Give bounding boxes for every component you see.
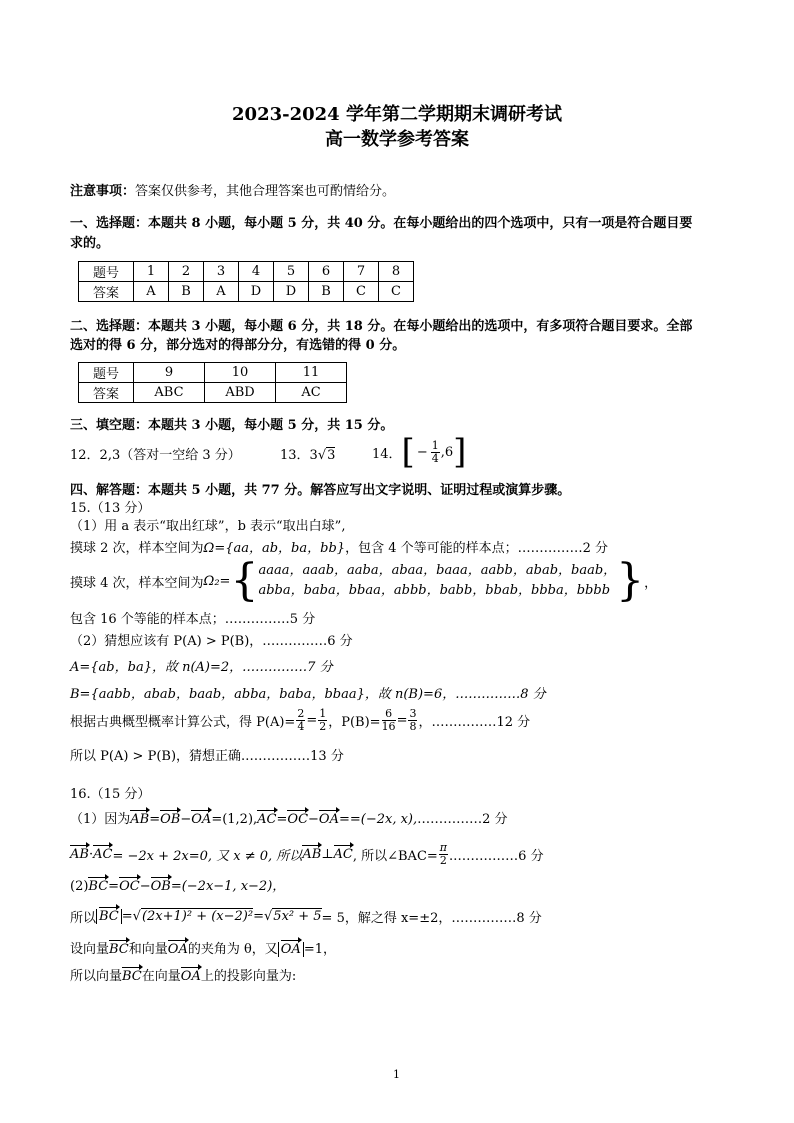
right-brace: }	[616, 555, 645, 606]
q14-rest: ,6	[440, 444, 454, 460]
answer-cell: ABC	[134, 383, 205, 403]
p15-line8: 根据古典概型概率计算公式，得 P(A)= $\frac{2}{4}$ = $\frac{1}{2}$ ，P(B)= $\frac{6}{16}$ = $\frac{3}{8}$ ，……………12 分	[70, 706, 531, 733]
q14-fraction: $\frac{1}{4}$	[431, 438, 439, 465]
answer-cell: C	[379, 282, 414, 302]
section1-heading-cont: 求的。	[70, 236, 110, 251]
page-title: 2023-2024 学年第二学期期末调研考试	[232, 104, 562, 125]
row-label-question: 题号	[79, 363, 134, 383]
answer-cell: ABD	[205, 383, 276, 403]
p16-line3: (2)BC=OC−OB=(−2x−1, x−2)，	[70, 879, 286, 894]
section2-heading: 二、选择题：本题共 3 小题，每小题 6 分，共 18 分。在每小题给出的选项中，有多项符合题目要求。全部	[70, 319, 693, 334]
page-number: 1	[393, 1068, 400, 1081]
question-number: 3	[204, 262, 239, 282]
row-label-question: 题号	[79, 262, 134, 282]
notice	[70, 180, 395, 199]
section3-heading: 三、填空题：本题共 3 小题，每小题 5 分，共 15 分。	[70, 418, 394, 433]
q13-label: 13．	[280, 448, 310, 463]
section4-heading: 四、解答题：本题共 5 小题，共 77 分。解答应写出文字说明、证明过程或演算步骤。	[70, 483, 571, 498]
notice-label: 注意事项：	[70, 184, 136, 199]
answer-q14: 14． [ − $\frac{1}{4}$ ,6 ]	[372, 432, 467, 472]
p15-line4: 包含 16 个等能的样本点；……………5 分	[70, 612, 316, 627]
section2-heading-cont: 选对的得 6 分，部分选对的得部分分，有选错的得 0 分。	[70, 338, 406, 353]
q13-coef: 3	[309, 448, 318, 463]
p16-line2: AB · AC = −2x + 2x=0, 又 x ≠ 0, 所以 AB ⊥ AC , 所以∠BAC= $\frac{\pi}{2}$ .……………6 分	[70, 840, 544, 867]
question-number: 9	[134, 363, 205, 383]
q13-radicand: 3	[327, 448, 336, 463]
question-number: 2	[169, 262, 204, 282]
notice-text: 答案仅供参考，其他合理答案也可酌情给分。	[135, 184, 396, 199]
left-brace: {	[230, 555, 259, 606]
answer-cell: A	[204, 282, 239, 302]
p15-omega2: Ω₂=	[203, 573, 231, 589]
answer-cell: A	[134, 282, 169, 302]
p15-line2: 摸球 2 次，样本空间为Ω={aa，ab，ba，bb}，包含 4 个等可能的样本点；……………2 分	[70, 541, 609, 556]
right-bracket: ]	[453, 432, 467, 472]
question-number: 1	[134, 262, 169, 282]
p16-line1: （1）因为AB=OB−OA=(1,2),AC=OC−OA==(−2x, x),……………2 分	[70, 812, 508, 827]
p16-line5: 设向量BC和向量OA的夹角为 θ，又 OA =1，	[70, 942, 337, 957]
p15-line7: B={aabb，abab，baab，abba，baba，bbaa}，故 n(B)=6，……………8 分	[70, 687, 546, 702]
question-number: 6	[309, 262, 344, 282]
question-number: 5	[274, 262, 309, 282]
section1-answer-table	[78, 261, 414, 302]
p15-sample-space-4: aaaa，aaab，aaba，abaa，baaa，aabb，abab，baab， abba，baba，bbaa，abbb，babb，bbab，bbba，bbbb	[258, 563, 617, 598]
p15-line9: 所以 P(A) > P(B)，猜想正确.……………13 分	[70, 749, 344, 764]
p16-header: 16.（15 分）	[70, 787, 151, 802]
p15-line1: （1）用 a 表示“取出红球”，b 表示“取出白球”,	[70, 519, 346, 534]
p16-line6: 所以向量BC在向量OA上的投影向量为:	[70, 969, 297, 984]
p15-line3: 摸球 4 次，样本空间为 Ω₂= { aaaa，aaab，aaba，abaa，baaa，aabb，abab，baab， abba，baba，bbaa，abbb，babb，bbab，bbba，bbbb } ，	[70, 555, 658, 606]
answer-cell: D	[239, 282, 274, 302]
question-number: 11	[276, 363, 347, 383]
answer-cell: C	[344, 282, 379, 302]
answer-q12: 12．2,3（答对一空给 3 分）	[70, 448, 241, 463]
left-bracket: [	[401, 432, 415, 472]
answer-cell: B	[309, 282, 344, 302]
question-number: 7	[344, 262, 379, 282]
row-label-answer: 答案	[79, 282, 134, 302]
question-number: 10	[205, 363, 276, 383]
p15-line5: （2）猜想应该有 P(A) > P(B)，……………6 分	[70, 634, 353, 649]
question-number: 4	[239, 262, 274, 282]
p15-sample-space-2: Ω={aa，ab，ba，bb}	[203, 541, 346, 556]
q14-label: 14．	[372, 446, 402, 462]
answer-cell: D	[274, 282, 309, 302]
question-number: 8	[379, 262, 414, 282]
p15-header: 15.（13 分）	[70, 501, 151, 516]
p15-line6: A={ab，ba}，故 n(A)=2，……………7 分	[70, 660, 333, 675]
section2-answer-table	[78, 362, 347, 403]
answer-cell: B	[169, 282, 204, 302]
answer-q13: 13．3√3	[280, 448, 336, 463]
row-label-answer: 答案	[79, 383, 134, 403]
answer-cell: AC	[276, 383, 347, 403]
p16-line4: 所以 BC =√ (2x+1)² + (x−2)² = √ 5x² + 5 = 5，解之得 x=±2，……………8 分	[70, 908, 542, 926]
page-subtitle: 高一数学参考答案	[325, 129, 469, 150]
section1-heading: 一、选择题：本题共 8 小题，每小题 5 分，共 40 分。在每小题给出的四个选项中，只有一项是符合题目要	[70, 216, 693, 231]
